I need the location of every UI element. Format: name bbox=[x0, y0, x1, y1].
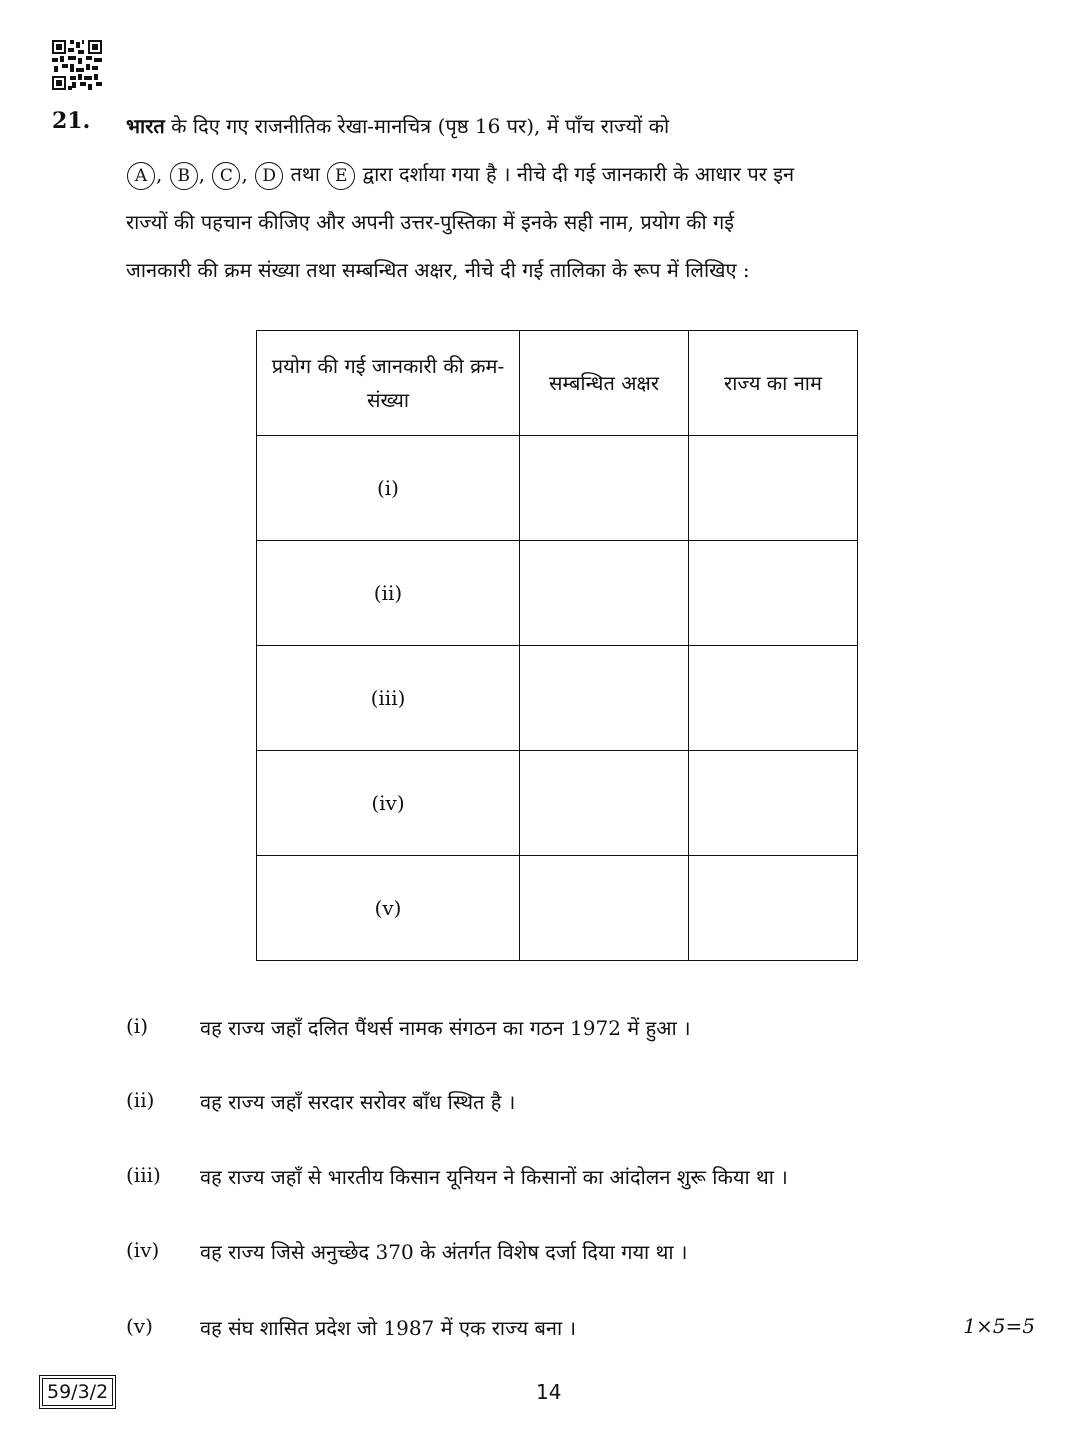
row-letter-cell bbox=[520, 436, 689, 541]
question-bold-word: भारत bbox=[126, 114, 165, 138]
letter-c-circle: C bbox=[212, 162, 240, 190]
letter-b-circle: B bbox=[170, 162, 198, 190]
row-state-cell bbox=[689, 541, 858, 646]
page-number: 14 bbox=[536, 1380, 562, 1404]
row-letter-cell bbox=[520, 856, 689, 961]
row-letter-cell bbox=[520, 646, 689, 751]
table-row bbox=[257, 751, 858, 856]
header-state-name: राज्य का नाम bbox=[689, 331, 858, 436]
row-state-cell bbox=[689, 436, 858, 541]
item-label: (ii) bbox=[126, 1088, 155, 1112]
item-label: (v) bbox=[126, 1314, 153, 1338]
question-line-2: द्वारा दर्शाया गया है । नीचे दी गई जानकारी के आधार पर इन bbox=[362, 162, 795, 186]
row-serial: (v) bbox=[257, 856, 520, 961]
letter-a-circle: A bbox=[127, 162, 155, 190]
item-text: वह राज्य जिसे अनुच्छेद 370 के अंतर्गत विशेष दर्जा दिया गया था । bbox=[200, 1240, 688, 1264]
header-related-letter: सम्बन्धित अक्षर bbox=[520, 331, 689, 436]
row-serial: (iii) bbox=[257, 646, 520, 751]
row-serial: (i) bbox=[257, 436, 520, 541]
question-text: भारत के दिए गए राजनीतिक रेखा-मानचित्र (पृष्ठ 16 पर), में पाँच राज्यों को A , B , C , D तथा E द्वारा दर्शाया गया है । नीचे दी गई जानकारी के आधार पर इन राज्यों की पहचान कीजिए और अपनी उत्तर-पुस्तिका में इनके सही नाम, प्रयोग की गई जानकारी की क्रम संख्या तथा सम्बन्धित अक्षर, नीचे दी गई तालिका के रूप में लिखिए : bbox=[126, 114, 795, 282]
row-letter-cell bbox=[520, 751, 689, 856]
item-text: वह संघ शासित प्रदेश जो 1987 में एक राज्य बना । bbox=[200, 1316, 577, 1340]
row-letter-cell bbox=[520, 541, 689, 646]
table-row bbox=[257, 436, 858, 541]
item-label: (iii) bbox=[126, 1163, 161, 1187]
table-header-row bbox=[257, 331, 858, 436]
qr-code bbox=[52, 40, 102, 90]
row-state-cell bbox=[689, 646, 858, 751]
table-row bbox=[257, 856, 858, 961]
table-row bbox=[257, 646, 858, 751]
row-serial: (iv) bbox=[257, 751, 520, 856]
marks-allocation: 1×5=5 bbox=[963, 1314, 1035, 1338]
question-line-3: राज्यों की पहचान कीजिए और अपनी उत्तर-पुस्तिका में इनके सही नाम, प्रयोग की गई bbox=[126, 210, 735, 234]
item-text: वह राज्य जहाँ से भारतीय किसान यूनियन ने किसानों का आंदोलन शुरू किया था । bbox=[200, 1165, 788, 1189]
row-state-cell bbox=[689, 856, 858, 961]
word-tatha: तथा bbox=[290, 162, 320, 186]
question-line-1: के दिए गए राजनीतिक रेखा-मानचित्र (पृष्ठ 16 पर), में पाँच राज्यों को bbox=[164, 114, 670, 138]
table-row bbox=[257, 541, 858, 646]
item-text: वह राज्य जहाँ दलित पैंथर्स नामक संगठन का गठन 1972 में हुआ । bbox=[200, 1016, 691, 1040]
letter-d-circle: D bbox=[255, 162, 283, 190]
row-serial: (ii) bbox=[257, 541, 520, 646]
row-state-cell bbox=[689, 751, 858, 856]
question-number: 21. bbox=[52, 108, 91, 134]
item-label: (i) bbox=[126, 1014, 149, 1038]
paper-code: 59/3/2 bbox=[42, 1378, 113, 1406]
answer-table bbox=[256, 330, 858, 961]
item-text: वह राज्य जहाँ सरदार सरोवर बाँध स्थित है । bbox=[200, 1090, 516, 1114]
question-line-4: जानकारी की क्रम संख्या तथा सम्बन्धित अक्षर, नीचे दी गई तालिका के रूप में लिखिए : bbox=[126, 258, 750, 282]
letter-e-circle: E bbox=[327, 162, 355, 190]
header-serial-number: प्रयोग की गई जानकारी की क्रम-संख्या bbox=[257, 331, 520, 436]
item-label: (iv) bbox=[126, 1238, 160, 1262]
